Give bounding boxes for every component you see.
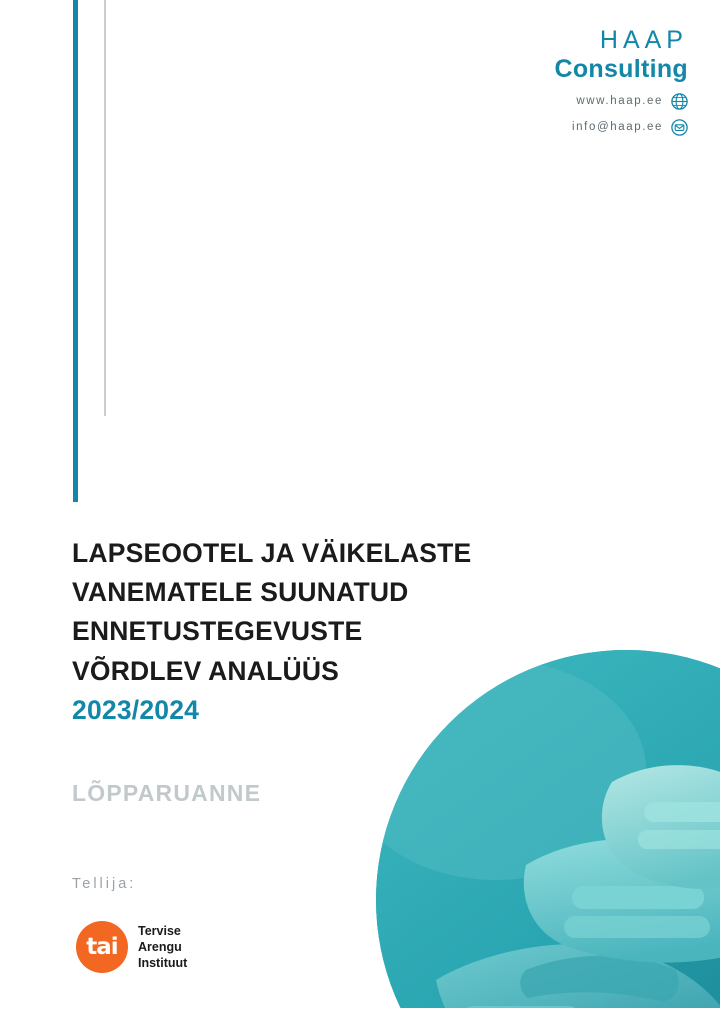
email-row (428, 119, 688, 136)
client-logo (76, 921, 187, 973)
envelope-icon (671, 119, 688, 136)
client-name-line-1: Tervise (138, 924, 181, 938)
client-name-line-3: Instituut (138, 956, 188, 970)
email-text: info@haap.ee (572, 121, 663, 134)
decorative-teal-rule (73, 0, 78, 502)
haap-consulting-logo (428, 28, 688, 136)
title-line-1: LAPSEOOTEL JA VÄIKELASTE (72, 538, 472, 568)
client-name (138, 923, 187, 971)
website-row (428, 93, 688, 110)
website-text: www.haap.ee (576, 95, 663, 108)
globe-icon (671, 93, 688, 110)
title-line-2: VANEMATELE SUUNATUD (72, 577, 409, 608)
client-label: Tellija: (72, 876, 137, 892)
page-title (72, 534, 542, 730)
brand-name-haap: HAAP (599, 26, 688, 54)
page-bottom-margin (0, 1008, 720, 1018)
document-subtitle: LÕPPARUANNE (72, 780, 262, 806)
client-name-line-2: Arengu (138, 940, 182, 954)
title-line-4: VÕRDLEV ANALÜÜS (72, 655, 340, 686)
title-year: 2023/2024 (72, 694, 200, 725)
title-line-3: ENNETUSTEGEVUSTE (72, 616, 363, 647)
decorative-grey-rule (104, 0, 106, 416)
brand-name-consulting: Consulting (554, 55, 688, 83)
tai-logo-mark: tai (76, 921, 128, 973)
